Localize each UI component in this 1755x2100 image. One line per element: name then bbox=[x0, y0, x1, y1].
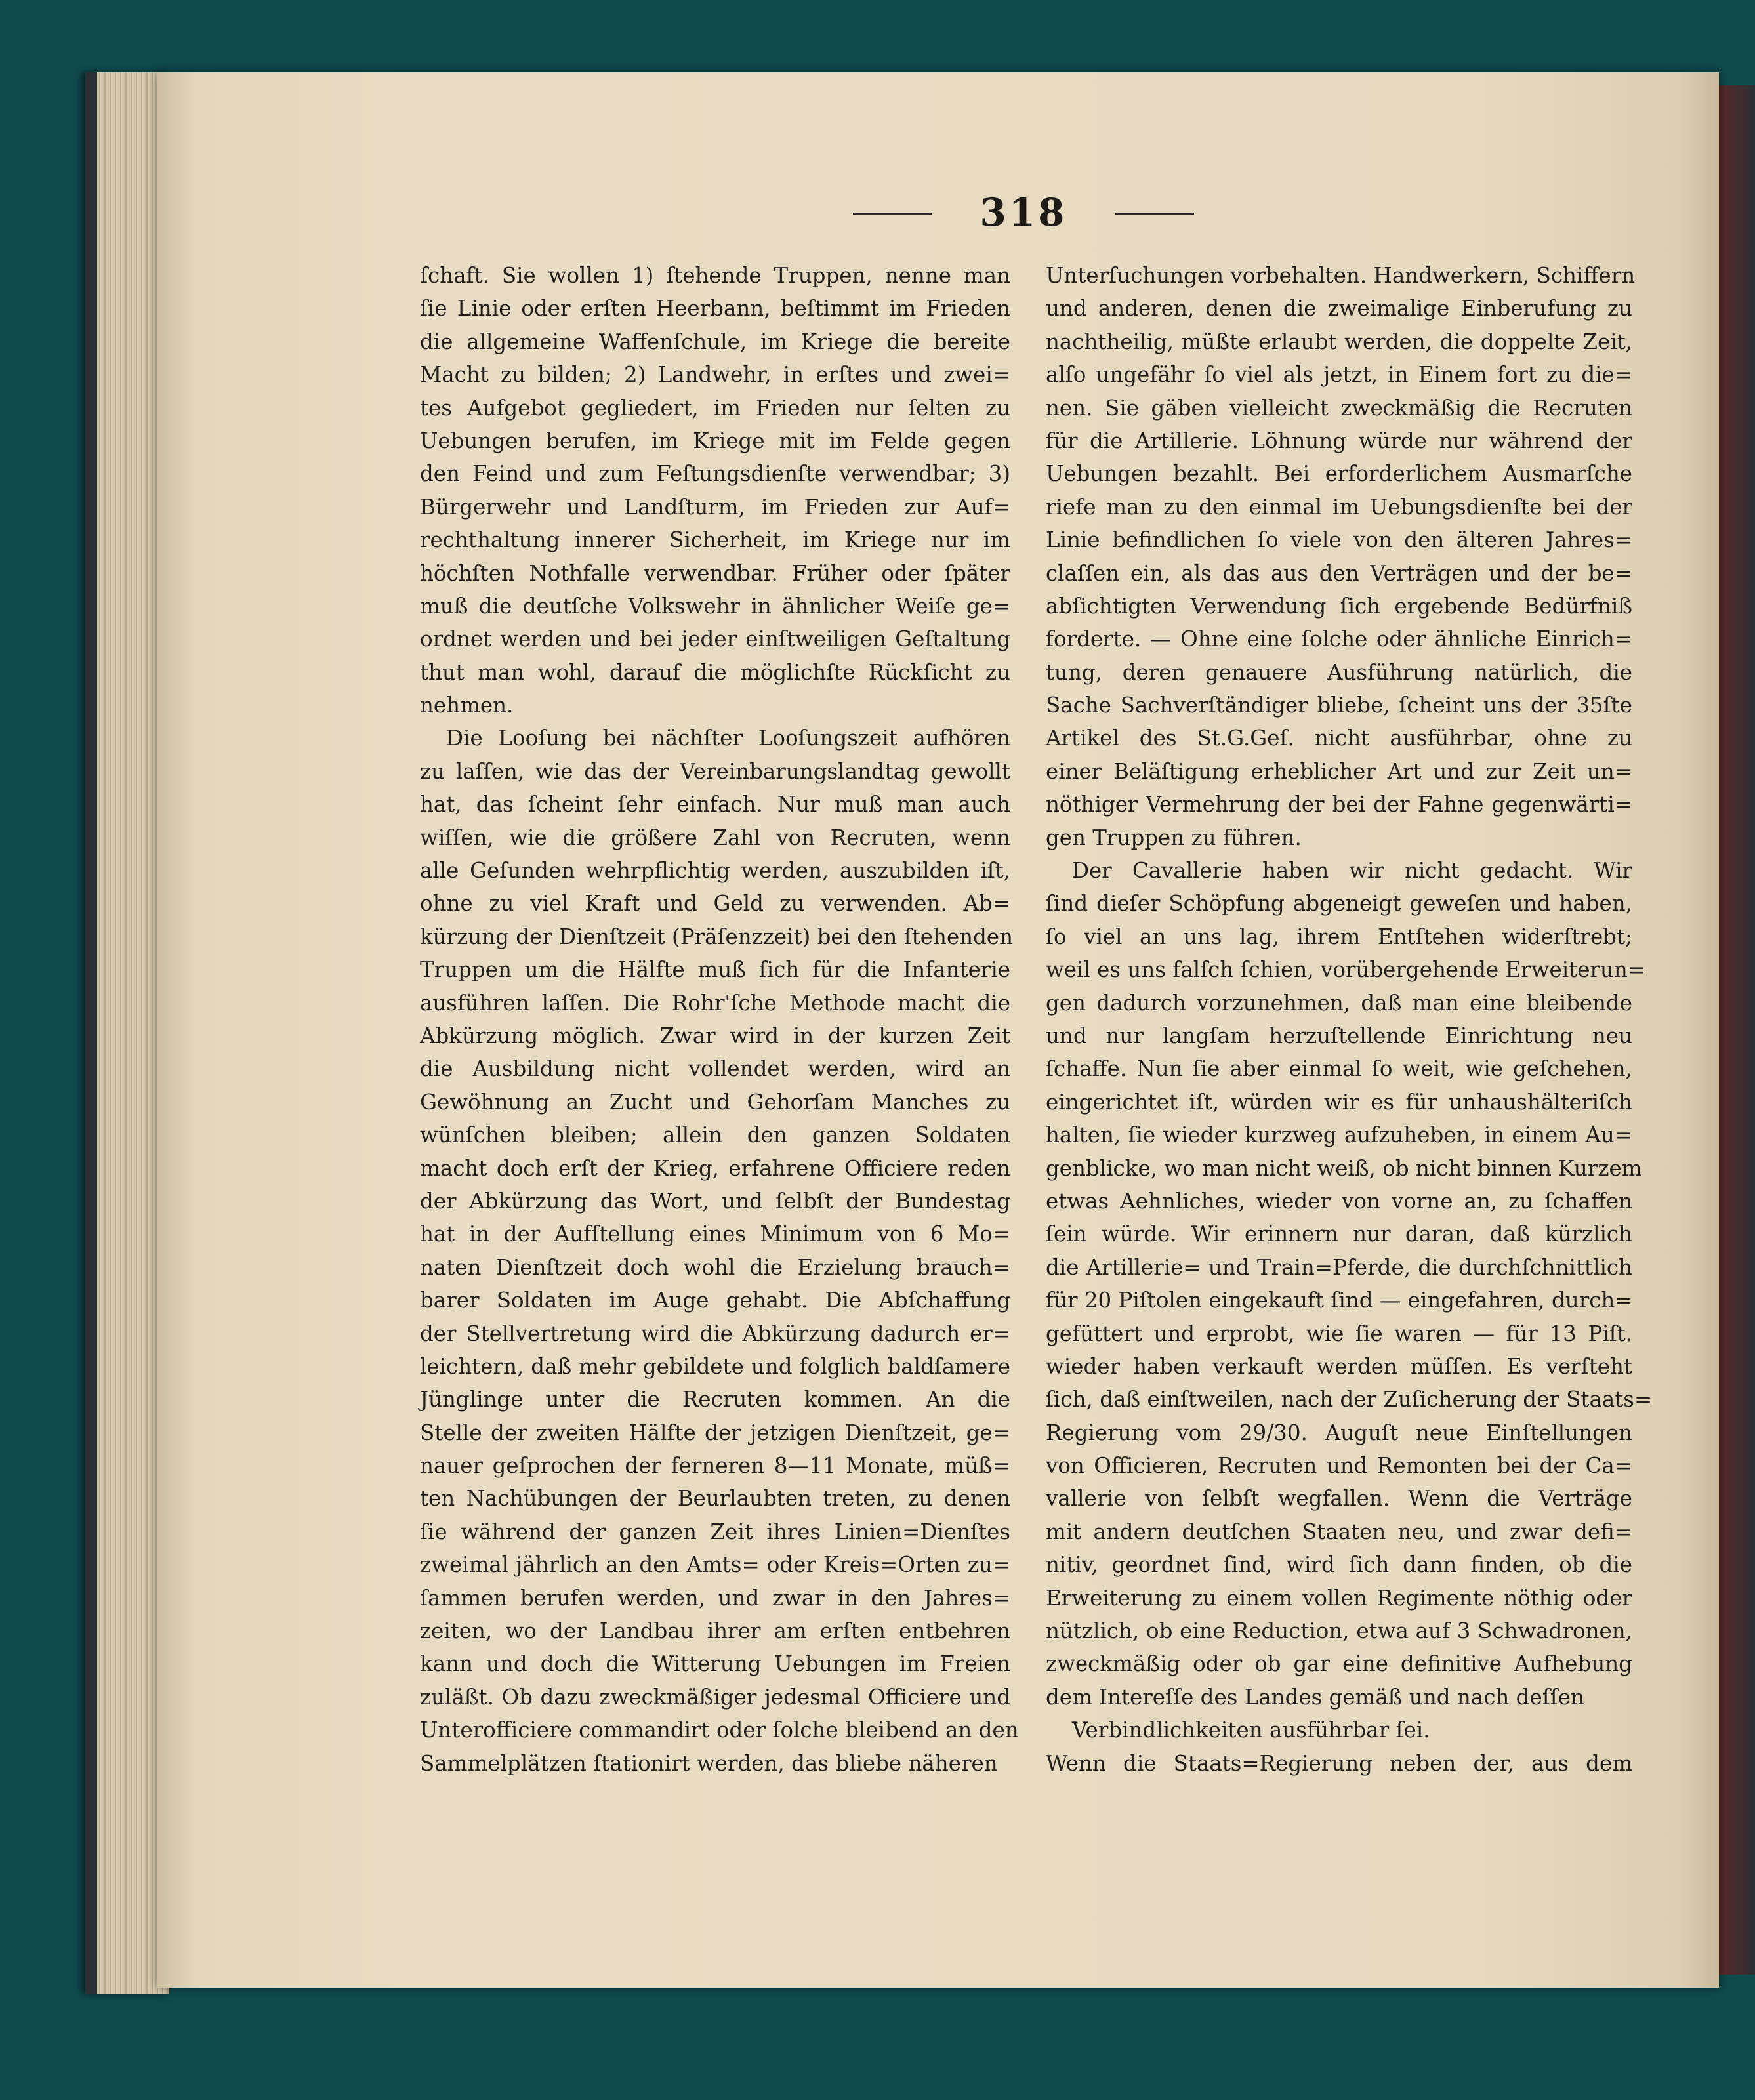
text-line: tung, deren genauere Ausführung natürlich, die bbox=[1046, 659, 1632, 685]
text-line: Artikel des St.G.Geſ. nicht ausführbar, ohne zu bbox=[1046, 726, 1632, 751]
text-line: ſie während der ganzen Zeit ihres Linien=Dienſtes bbox=[420, 1519, 1010, 1544]
text-line: Uebungen bezahlt. Bei erforderlichem Ausmarſche bbox=[1046, 461, 1632, 487]
text-line: alſo ungefähr ſo viel als jetzt, in Einem fort zu die= bbox=[1046, 362, 1632, 388]
text-line: halten, ſie wieder kurzweg aufzuheben, in einem Au= bbox=[1046, 1122, 1632, 1148]
text-line: Sache Sachverſtändiger bliebe, ſcheint uns der 35ſte bbox=[1046, 693, 1632, 718]
right-text-column bbox=[1046, 259, 1653, 1780]
text-line: abſichtigten Verwendung ſich ergebende Bedürfniß bbox=[1046, 593, 1632, 619]
text-line: für die Artillerie. Löhnung würde nur während der bbox=[1046, 428, 1632, 453]
text-line: und nur langſam herzuſtellende Einrichtung neu bbox=[1046, 1023, 1632, 1048]
text-line: muß die deutſche Volkswehr in ähnlicher Weiſe ge= bbox=[420, 593, 1010, 619]
text-line: die allgemeine Waffenſchule, im Kriege die bereite bbox=[420, 329, 1010, 354]
text-line: alle Geſunden wehrpflichtig werden, auszubilden iſt, bbox=[420, 858, 1010, 884]
text-line: nützlich, ob eine Reduction, etwa auf 3 Schwadronen, bbox=[1046, 1618, 1632, 1644]
text-line: Gewöhnung an Zucht und Gehorſam Manches zu bbox=[420, 1089, 1010, 1115]
text-line: ausführen laſſen. Die Rohr'ſche Methode macht die bbox=[420, 990, 1010, 1016]
text-line: zu laſſen, wie das der Vereinbarungslandtag gewollt bbox=[420, 758, 1010, 784]
text-line: ſie Linie oder erſten Heerbann, beſtimmt im Frieden bbox=[420, 296, 1010, 321]
text-line: Stelle der zweiten Hälfte der jetzigen Dienſtzeit, ge= bbox=[420, 1420, 1010, 1445]
text-line: den Feind und zum Feſtungsdienſte verwendbar; 3) bbox=[420, 461, 1010, 487]
text-line: barer Soldaten im Auge gehabt. Die Abſchaffung bbox=[420, 1288, 1010, 1313]
text-line: der Abkürzung das Wort, und ſelbſt der Bundestag bbox=[420, 1188, 1010, 1214]
text-line: ſind dieſer Schöpfung abgeneigt geweſen und haben, bbox=[1046, 891, 1632, 916]
text-line: ſich, daß einſtweilen, nach der Zuſicherung der Staats= bbox=[1046, 1387, 1653, 1412]
text-line: zweimal jährlich an den Amts= oder Kreis=Orten zu= bbox=[420, 1552, 1010, 1578]
text-line: Der Cavallerie haben wir nicht gedacht. Wir bbox=[1072, 858, 1632, 884]
text-line: ohne zu viel Kraft und Geld zu verwenden. Ab= bbox=[420, 891, 1010, 916]
page-header bbox=[853, 190, 1194, 235]
text-line: ſo viel an uns lag, ihrem Entſtehen widerſtrebt; bbox=[1046, 924, 1632, 949]
text-line: der Stellvertretung wird die Abkürzung dadurch er= bbox=[420, 1321, 1010, 1346]
text-line: ſchaffe. Nun ſie aber einmal ſo weit, wie geſchehen, bbox=[1046, 1056, 1632, 1082]
text-line: Abkürzung möglich. Zwar wird in der kurzen Zeit bbox=[420, 1023, 1010, 1048]
text-line: zuläßt. Ob dazu zweckmäßiger jedesmal Officiere und bbox=[420, 1684, 1010, 1710]
text-line: hat in der Aufſtellung eines Minimum von 6 Mo= bbox=[420, 1222, 1010, 1247]
text-line: rechthaltung innerer Sicherheit, im Kriege nur im bbox=[420, 527, 1010, 553]
text-line: thut man wohl, darauf die möglichſte Rückſicht zu bbox=[420, 659, 1010, 685]
text-line: Linie befindlichen ſo viele von den älteren Jahres= bbox=[1046, 527, 1632, 553]
text-line: nachtheilig, müßte erlaubt werden, die doppelte Zeit, bbox=[1046, 329, 1632, 354]
text-line: wiſſen, wie die größere Zahl von Recruten, wenn bbox=[420, 825, 1010, 850]
text-line: Unterſuchungen vorbehalten. Handwerkern, Schiffern bbox=[1046, 263, 1636, 288]
text-line: wünſchen bleiben; allein den ganzen Soldaten bbox=[420, 1122, 1010, 1148]
text-line: zweckmäßig oder ob gar eine definitive Aufhebung bbox=[1046, 1651, 1632, 1677]
text-line: nauer geſprochen der ferneren 8—11 Monate, müß= bbox=[420, 1453, 1010, 1479]
text-line: von Officieren, Recruten und Remonten bei der Ca= bbox=[1046, 1453, 1632, 1479]
text-line: höchſten Nothfalle verwendbar. Früher oder ſpäter bbox=[420, 560, 1010, 586]
text-line: Unterofficiere commandirt oder ſolche bleibend an den bbox=[420, 1718, 1019, 1743]
text-line: leichtern, daß mehr gebildete und folglich baldſamere bbox=[420, 1353, 1010, 1379]
text-line: eingerichtet iſt, würden wir es für unhaushälteriſch bbox=[1046, 1089, 1632, 1115]
text-line: macht doch erſt der Krieg, erfahrene Officiere reden bbox=[420, 1155, 1010, 1181]
text-line: Verbindlichkeiten ausführbar ſei. bbox=[1072, 1718, 1430, 1743]
page-number: 318 bbox=[980, 190, 1067, 235]
left-text-column bbox=[420, 259, 1019, 1780]
text-line: Regierung vom 29/30. Auguſt neue Einſtellungen bbox=[1046, 1420, 1632, 1445]
text-line: gefüttert und erprobt, wie ſie waren — für 13 Piſt. bbox=[1046, 1321, 1632, 1346]
text-line: vallerie von ſelbſt wegfallen. Wenn die Verträge bbox=[1046, 1486, 1632, 1512]
text-line: wieder haben verkauft werden müſſen. Es verſteht bbox=[1046, 1353, 1632, 1379]
text-line: nehmen. bbox=[420, 693, 514, 718]
text-line: gen Truppen zu führen. bbox=[1046, 825, 1302, 850]
book-cover-edge bbox=[1719, 85, 1755, 1975]
text-line: Die Looſung bei nächſter Looſungszeit aufhören bbox=[446, 726, 1010, 751]
text-line: gen dadurch vorzunehmen, daß man eine bleibende bbox=[1046, 990, 1632, 1016]
text-line: claſſen ein, als das aus den Verträgen und der be= bbox=[1046, 560, 1632, 586]
text-line: kann und doch die Witterung Uebungen im Freien bbox=[420, 1651, 1010, 1677]
text-line: Macht zu bilden; 2) Landwehr, in erſtes und zwei= bbox=[420, 362, 1010, 388]
text-line: Uebungen berufen, im Kriege mit im Felde gegen bbox=[420, 428, 1010, 453]
text-line: dem Intereſſe des Landes gemäß und nach deſſen bbox=[1046, 1684, 1584, 1710]
text-line: Bürgerwehr und Landſturm, im Frieden zur Auf= bbox=[420, 494, 1010, 520]
text-line: die Artillerie= und Train=Pferde, die durchſchnittlich bbox=[1046, 1254, 1632, 1280]
text-line: und anderen, denen die zweimalige Einberufung zu bbox=[1046, 296, 1632, 321]
text-line: ſammen berufen werden, und zwar in den Jahres= bbox=[420, 1585, 1010, 1611]
text-line: tes Aufgebot gegliedert, im Frieden nur ſelten zu bbox=[420, 395, 1010, 421]
text-line: einer Beläſtigung erheblicher Art und zur Zeit un= bbox=[1046, 758, 1632, 784]
text-line: Erweiterung zu einem vollen Regimente nöthig oder bbox=[1046, 1585, 1632, 1611]
text-line: etwas Aehnliches, wieder von vorne an, zu ſchaffen bbox=[1046, 1188, 1632, 1214]
text-line: Wenn die Staats=Regierung neben der, aus dem bbox=[1046, 1750, 1632, 1776]
text-line: Jünglinge unter die Recruten kommen. An die bbox=[420, 1387, 1010, 1412]
text-line: zeiten, wo der Landbau ihrer am erſten entbehren bbox=[420, 1618, 1010, 1644]
text-line: Sammelplätzen ſtationirt werden, das bliebe näheren bbox=[420, 1750, 998, 1776]
text-line: ordnet werden und bei jeder einſtweiligen Geſtaltung bbox=[420, 627, 1010, 652]
text-line: weil es uns falſch ſchien, vorübergehende Erweiterun= bbox=[1046, 957, 1646, 983]
text-line: forderte. — Ohne eine ſolche oder ähnliche Einrich= bbox=[1046, 627, 1632, 652]
text-line: ſein würde. Wir erinnern nur daran, daß kürzlich bbox=[1046, 1222, 1632, 1247]
text-line: hat, das ſcheint ſehr einfach. Nur muß man auch bbox=[420, 792, 1010, 817]
text-line: die Ausbildung nicht vollendet werden, wird an bbox=[420, 1056, 1010, 1082]
text-line: mit andern deutſchen Staaten neu, und zwar defi= bbox=[1046, 1519, 1632, 1544]
text-line: Truppen um die Hälfte muß ſich für die Infanterie bbox=[420, 957, 1010, 983]
text-line: nöthiger Vermehrung der bei der Fahne gegenwärti= bbox=[1046, 792, 1632, 817]
text-line: kürzung der Dienſtzeit (Präſenzzeit) bei den ſtehenden bbox=[420, 924, 1014, 949]
text-line: riefe man zu den einmal im Uebungsdienſte bei der bbox=[1046, 494, 1632, 520]
header-rule-right bbox=[1115, 213, 1194, 215]
text-line: nen. Sie gäben vielleicht zweckmäßig die Recruten bbox=[1046, 395, 1632, 421]
text-line: für 20 Piſtolen eingekauft ſind — eingefahren, durch= bbox=[1046, 1288, 1633, 1313]
text-line: naten Dienſtzeit doch wohl die Erzielung brauch= bbox=[420, 1254, 1010, 1280]
text-line: ſchaft. Sie wollen 1) ſtehende Truppen, nenne man bbox=[420, 263, 1010, 288]
book-page-edges bbox=[85, 72, 169, 1994]
text-line: ten Nachübungen der Beurlaubten treten, zu denen bbox=[420, 1486, 1010, 1512]
text-line: genblicke, wo man nicht weiß, ob nicht binnen Kurzem bbox=[1046, 1155, 1642, 1181]
text-line: nitiv, geordnet ſind, wird ſich dann finden, ob die bbox=[1046, 1552, 1632, 1578]
